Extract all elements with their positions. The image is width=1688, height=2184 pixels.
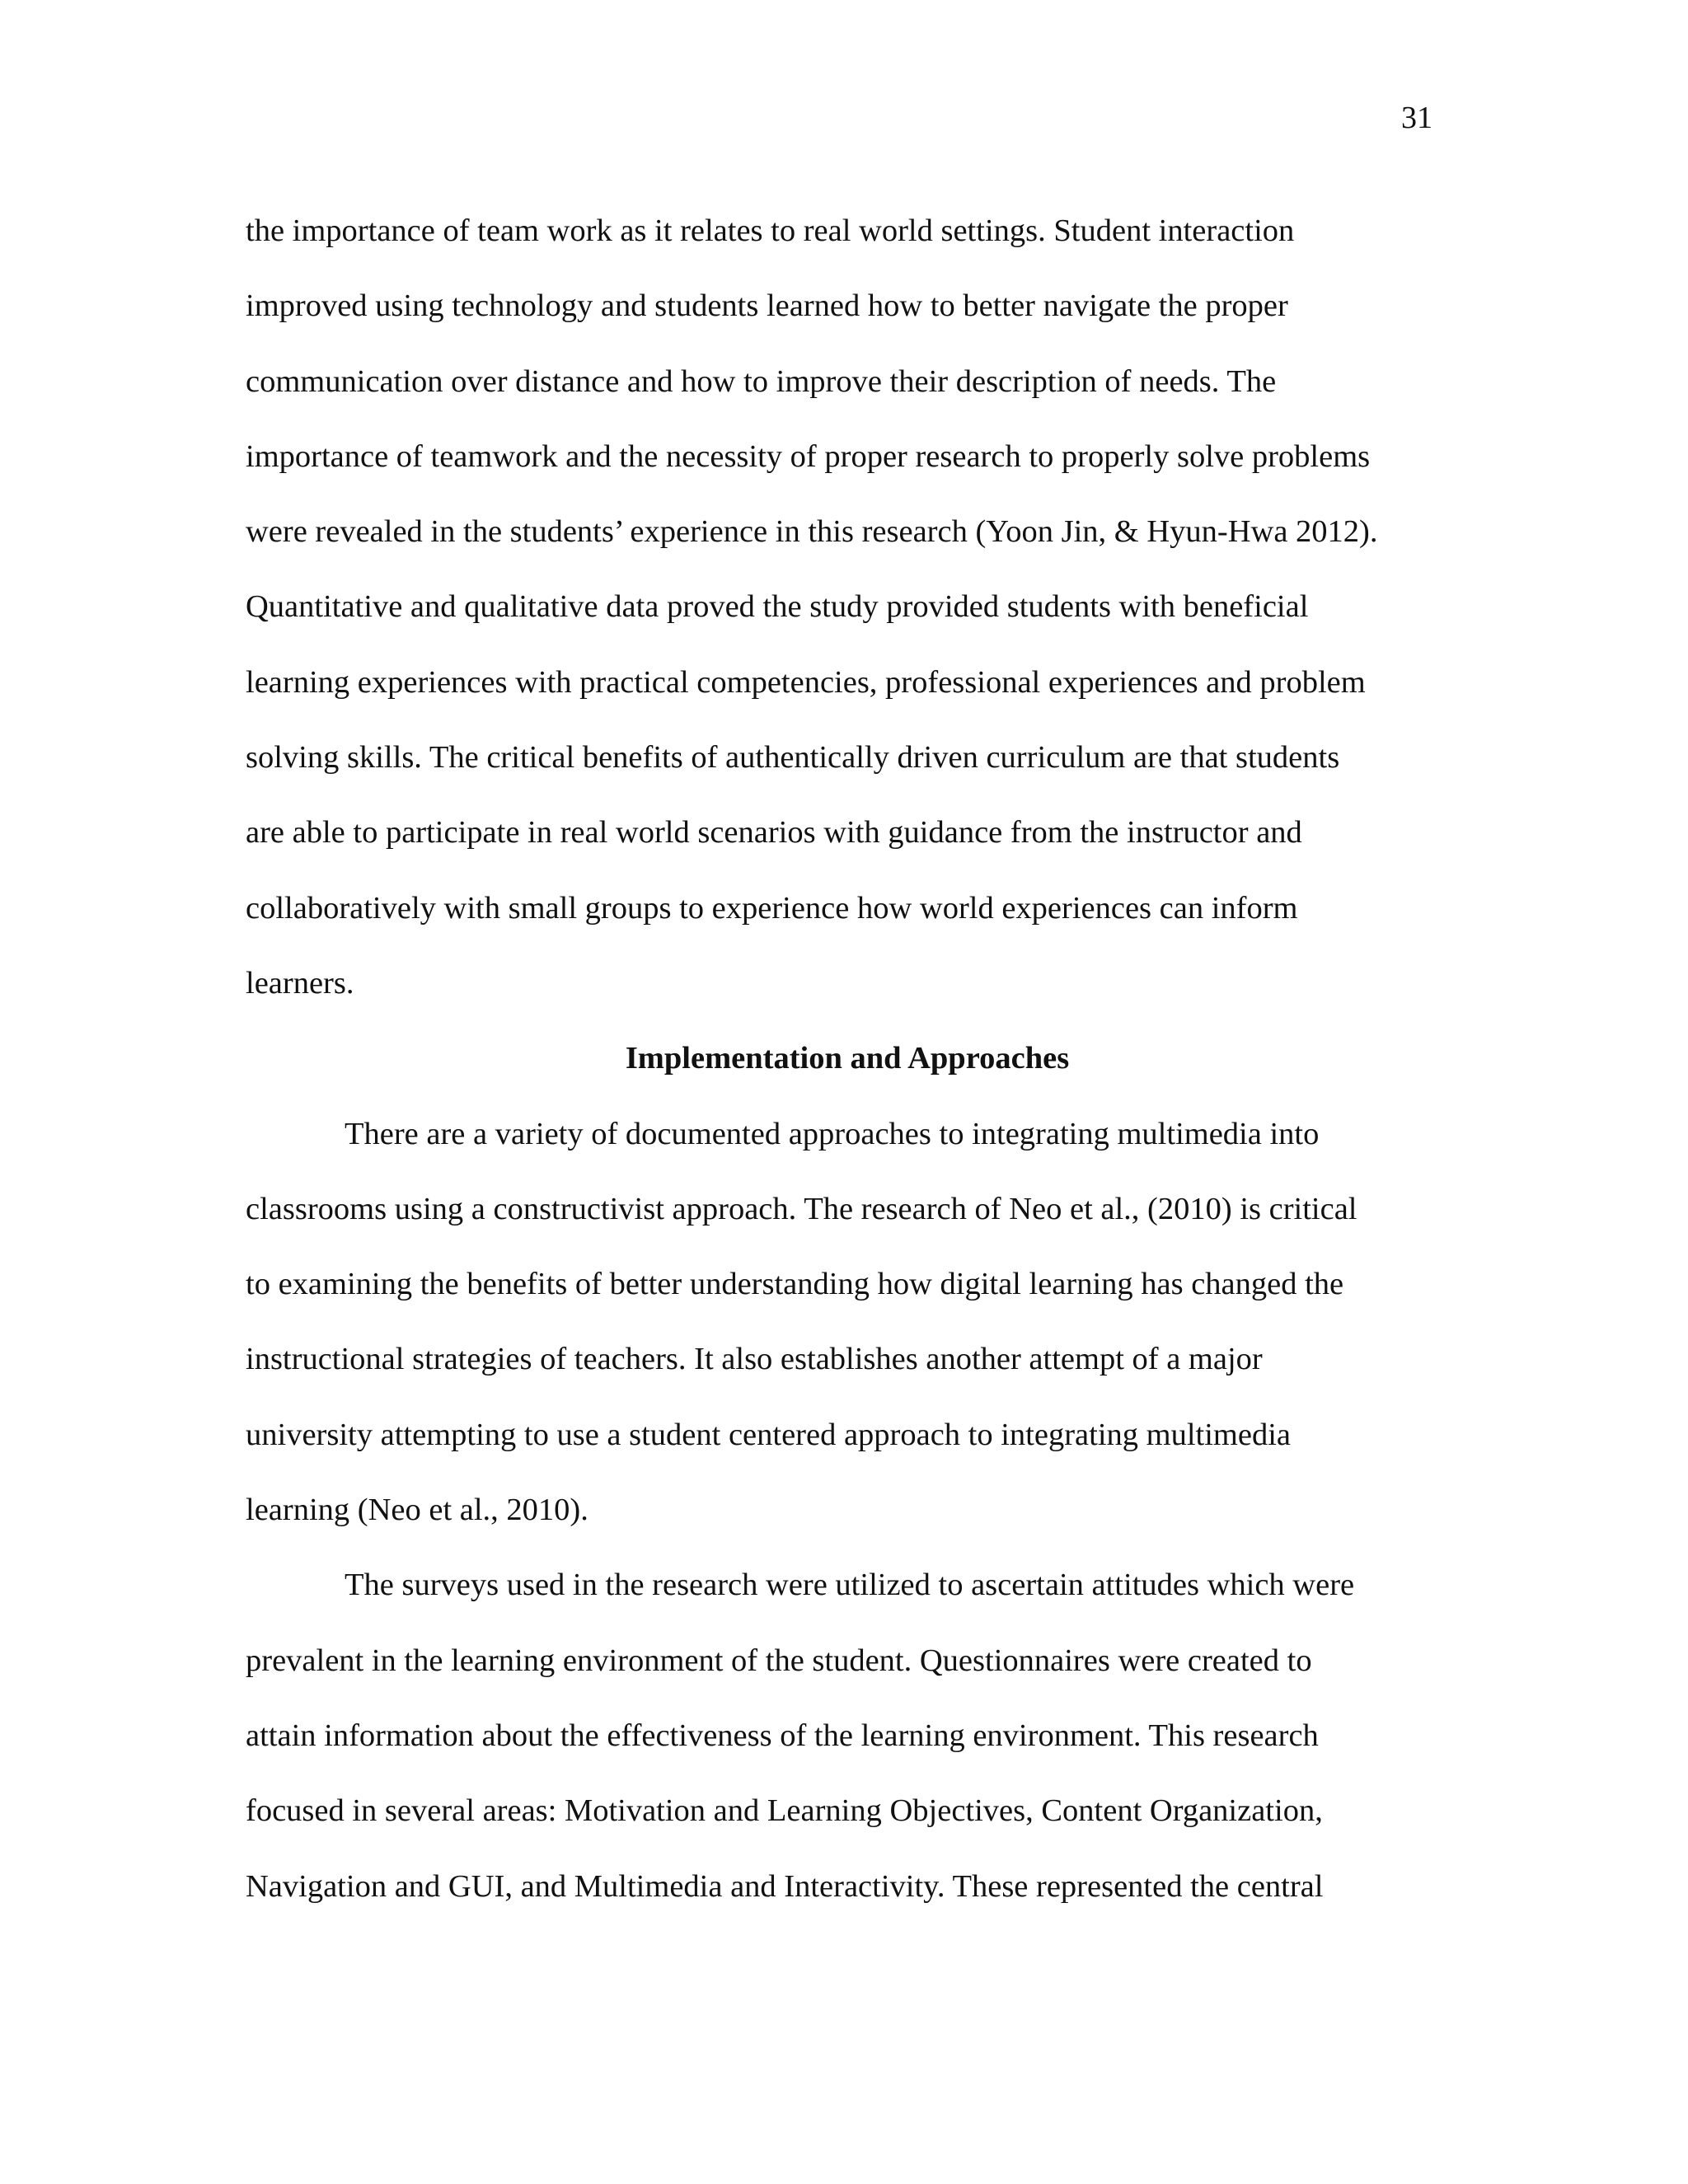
document-body [246, 194, 1449, 1924]
paragraph-approaches [246, 1097, 1449, 1549]
text-line: attain information about the effectiveness of the learning environment. This research [246, 1718, 1319, 1753]
text-line: university attempting to use a student centered approach to integrating multimedia [246, 1417, 1291, 1452]
text-line: focused in several areas: Motivation and Learning Objectives, Content Organization, [246, 1793, 1323, 1829]
text-line: classrooms using a constructivist approach. The research of Neo et al., (2010) is critical [246, 1191, 1357, 1226]
text-line: are able to participate in real world scenarios with guidance from the instructor and [246, 815, 1302, 851]
text-line: Navigation and GUI, and Multimedia and Interactivity. These represented the central [246, 1868, 1324, 1904]
paragraph-continued [246, 194, 1449, 1021]
text-line: improved using technology and students learned how to better navigate the proper [246, 288, 1288, 324]
text-line: were revealed in the students’ experience in this research (Yoon Jin, & Hyun-Hwa 2012). [246, 514, 1378, 550]
text-line: There are a variety of documented approaches to integrating multimedia into [345, 1116, 1320, 1151]
text-line: instructional strategies of teachers. It also establishes another attempt of a major [246, 1342, 1263, 1377]
text-line: learning experiences with practical competencies, professional experiences and problem [246, 664, 1366, 700]
text-line: learners. [246, 965, 354, 1001]
page-number: 31 [1401, 101, 1432, 135]
text-line: collaboratively with small groups to experience how world experiences can inform [246, 890, 1298, 926]
section-heading: Implementation and Approaches [625, 1041, 1070, 1076]
paragraph-surveys [246, 1548, 1449, 1924]
text-line: Quantitative and qualitative data proved the study provided students with beneficial [246, 589, 1309, 625]
text-line: prevalent in the learning environment of the student. Questionnaires were created to [246, 1643, 1312, 1678]
text-line: importance of teamwork and the necessity of proper research to properly solve problems [246, 438, 1371, 474]
text-line: The surveys used in the research were utilized to ascertain attitudes which were [345, 1568, 1355, 1603]
text-line: communication over distance and how to improve their description of needs. The [246, 363, 1277, 399]
text-line: learning (Neo et al., 2010). [246, 1493, 588, 1528]
text-line: the importance of team work as it relates to real world settings. Student interaction [246, 213, 1295, 248]
text-line: solving skills. The critical benefits of authentically driven curriculum are that students [246, 740, 1340, 776]
text-line: to examining the benefits of better understanding how digital learning has changed the [246, 1267, 1344, 1302]
